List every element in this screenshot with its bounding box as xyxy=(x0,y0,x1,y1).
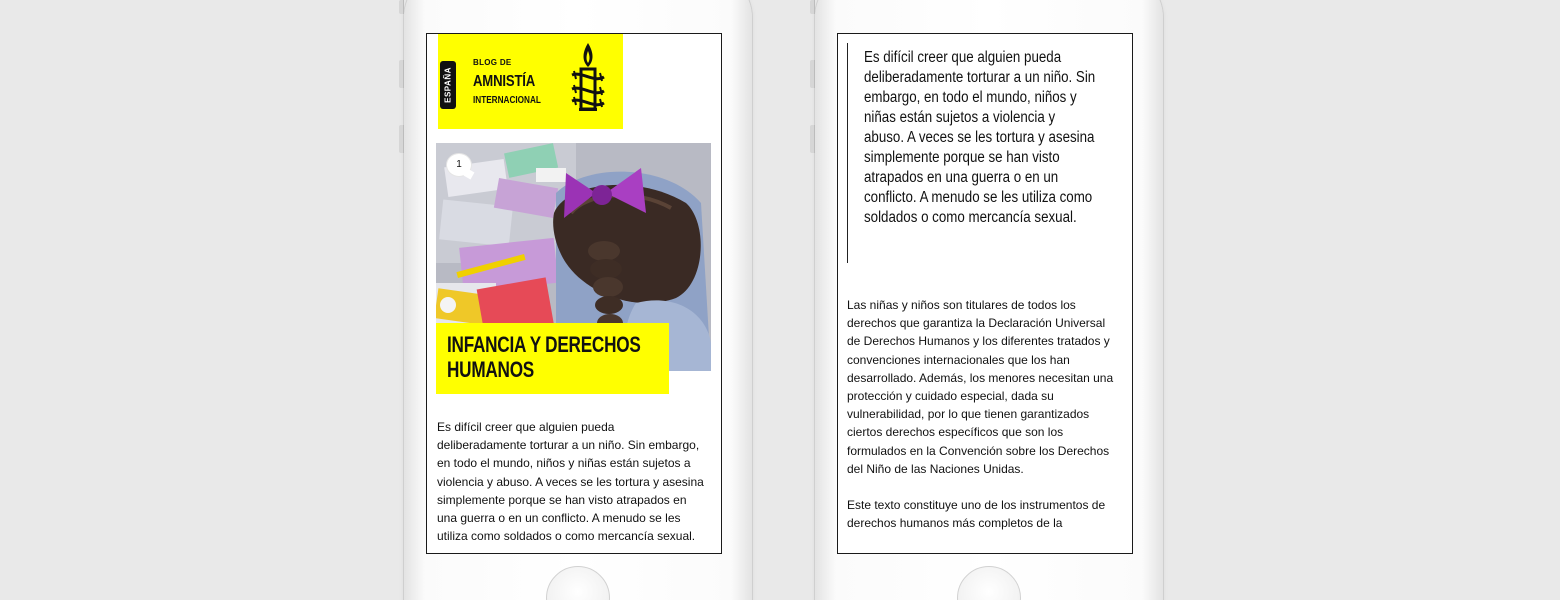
mute-switch xyxy=(810,0,815,14)
article-title-box[interactable] xyxy=(436,323,669,394)
pull-quote: Es difícil creer que alguien pueda deliberadamente torturar a un niño. Sin embargo, en todo el mundo, niños y niñas están sujetos a violencia y abuso. A veces se les tortura y asesina simplemente porque se han visto atrapados en una guerra o en un conflicto. A menudo se les utiliza como soldados o como mercancía sexual. xyxy=(864,49,1096,226)
article-body xyxy=(847,296,1119,532)
article-intro: Es difícil creer que alguien pueda deliberadamente torturar a un niño. Sin embargo, en todo el mundo, niños y niñas están sujetos a violencia y abuso. A veces se les tortura y asesina simplemente porque se han visto atrapados en una guerra o en un conflicto. A menudo se les utiliza como soldados o como mercancía sexual. xyxy=(437,420,704,544)
volume-up-button xyxy=(810,60,815,88)
article-title: INFANCIA Y DERECHOS HUMANOS xyxy=(447,332,641,382)
blog-logo[interactable] xyxy=(438,33,623,129)
volume-down-button xyxy=(399,125,404,153)
paragraph: Este texto constituye uno de los instrumentos de derechos humanos más completos de la xyxy=(847,498,1106,531)
quote-rule xyxy=(847,43,848,263)
brand-name: AMNISTÍA xyxy=(473,73,536,90)
screen-left xyxy=(426,33,722,554)
mute-switch xyxy=(399,0,404,14)
brand-subtitle: INTERNACIONAL xyxy=(473,95,541,106)
blog-label: BLOG DE xyxy=(473,58,512,67)
country-tab: ESPAÑA xyxy=(440,61,456,109)
volume-up-button xyxy=(399,60,404,88)
home-button[interactable] xyxy=(957,566,1021,600)
screen-right xyxy=(837,33,1133,554)
candle-barbed-wire-icon xyxy=(566,41,610,113)
home-button[interactable] xyxy=(546,566,610,600)
volume-down-button xyxy=(810,125,815,153)
paragraph: Las niñas y niños son titulares de todos los derechos que garantiza la Declaración Universal de Derechos Humanos y los diferentes tratados y convenciones internacionales que los han desarrollado. Además, los menores necesitan una protección y cuidado especial, dada su vulnerabilidad, por lo que tienen garantizados ciertos derechos específicos que son los formulados en la Convención sobre los Derechos del Niño de las Naciones Unidas. xyxy=(847,298,1114,476)
comment-count-badge[interactable]: 1 xyxy=(447,154,471,176)
